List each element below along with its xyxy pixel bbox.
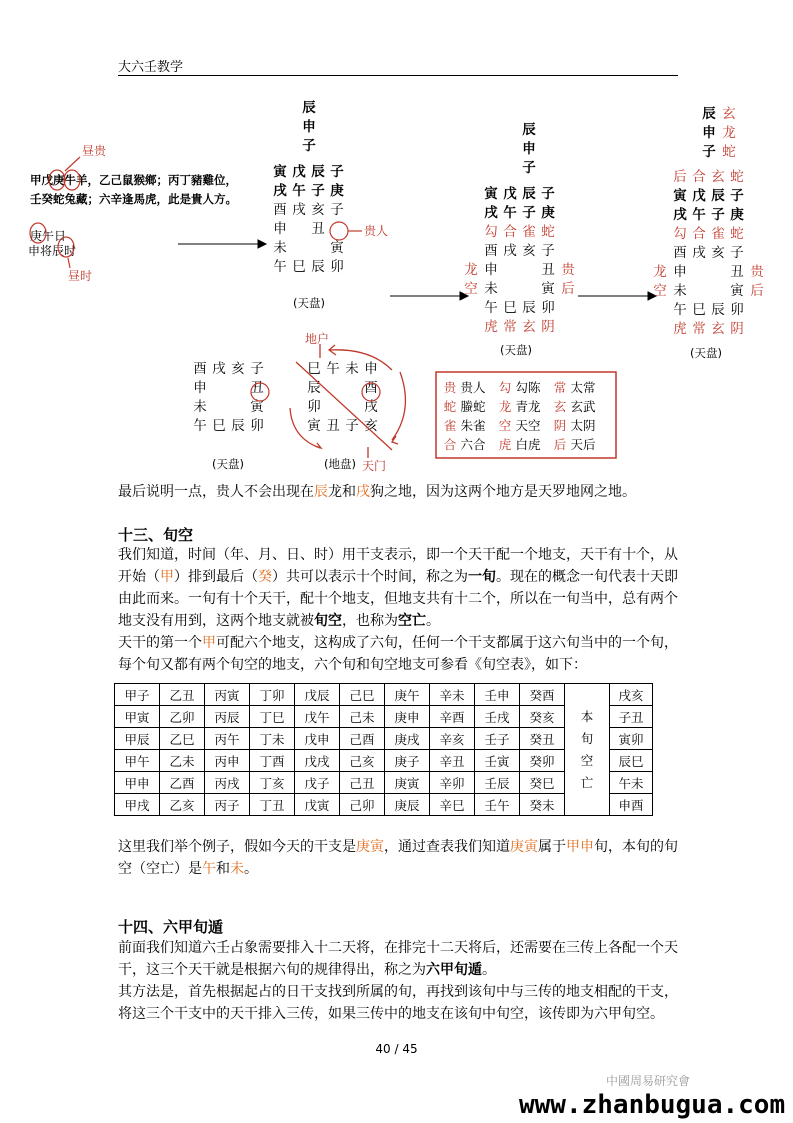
dipan-label: (地盘)	[324, 457, 356, 471]
table-cell: 癸亥	[520, 706, 565, 728]
board5-char: 戌	[364, 399, 378, 415]
board-char: 未	[673, 283, 687, 299]
table-cell-empty-branch: 子丑	[610, 706, 653, 728]
board-char: 午	[673, 302, 687, 318]
table-cell: 乙丑	[160, 684, 205, 706]
board-general: 玄	[522, 319, 536, 335]
section-13-paragraph-2: 天干的第一个甲可配六个地支，这构成了六旬，任何一个干支都属于这六旬当中的一个旬， 每个旬又都有两个旬空的地支，六个旬和旬空地支可参看《旬空表》，如下：	[118, 635, 678, 673]
board1-char: 巳	[292, 259, 306, 275]
table-cell: 甲子	[115, 684, 160, 706]
board1-char: 午	[292, 183, 306, 199]
board-char: 辰	[522, 186, 536, 202]
board1-char: 丑	[311, 221, 325, 237]
board-top-char: 辰	[522, 122, 536, 138]
board-general: 合	[692, 169, 706, 185]
tianpan-diagram	[0, 88, 793, 480]
table-cell: 己卯	[340, 794, 385, 816]
table-cell: 庚辰	[385, 794, 430, 816]
board1-char: 午	[273, 259, 287, 275]
board-char: 子	[522, 205, 536, 221]
board-general: 阴	[730, 321, 744, 337]
board-general: 勾	[484, 224, 498, 240]
board-char: 寅	[541, 281, 555, 297]
tag-day-noble: 昼贵	[82, 144, 107, 158]
board-general: 龙	[653, 264, 667, 280]
section-13-title: 十三、旬空	[118, 526, 194, 544]
table-cell: 庚午	[385, 684, 430, 706]
legend-abbrev: 空	[498, 418, 512, 433]
legend-name: 青龙	[515, 399, 541, 414]
legend-abbrev: 雀	[443, 418, 457, 433]
board1-char: 未	[273, 240, 287, 256]
watermark-small: 中國周易研究會	[606, 1074, 691, 1088]
board5-char: 辰	[307, 380, 321, 396]
board1-char: 子	[311, 183, 325, 199]
table-cell: 壬子	[475, 728, 520, 750]
section-14-title: 十四、六甲旬遁	[118, 918, 224, 936]
tianpan-label-3: (天盘)	[690, 346, 722, 360]
table-cell: 癸巳	[520, 772, 565, 794]
board1-char: 辰	[311, 259, 325, 275]
legend-name: 白虎	[515, 437, 541, 452]
merged-cell: 本 旬 空 亡	[565, 684, 610, 816]
table-cell: 庚戌	[385, 728, 430, 750]
board-top-char: 申	[522, 141, 536, 157]
board-char: 卯	[730, 302, 744, 318]
legend-name: 朱雀	[460, 418, 486, 433]
table-cell-empty-branch: 戌亥	[610, 684, 653, 706]
table-cell: 壬辰	[475, 772, 520, 794]
page-header-title: 大六壬教学	[118, 60, 184, 75]
board-top-general: 玄	[722, 106, 736, 122]
board-char: 子	[711, 207, 725, 223]
noble-annotation	[28, 143, 237, 283]
day-label: 庚午日	[30, 229, 67, 243]
legend-abbrev: 蛇	[443, 399, 457, 414]
board1-char: 亥	[311, 202, 325, 218]
table-cell: 甲午	[115, 750, 160, 772]
board-char: 丑	[730, 264, 744, 280]
board-top-char: 申	[702, 125, 716, 141]
board-char: 庚	[730, 207, 744, 223]
table-cell: 壬申	[475, 684, 520, 706]
table-cell: 己巳	[340, 684, 385, 706]
annotation-line-2: 壬癸蛇兔藏；六辛逢馬虎，此是貴人方。	[30, 192, 237, 206]
table-cell: 丙戌	[205, 772, 250, 794]
board-char: 戌	[673, 207, 687, 223]
tianpan-label-4: (天盘)	[212, 457, 244, 471]
legend-name: 太阴	[570, 418, 596, 433]
board-char: 戌	[692, 245, 706, 261]
board4-char: 辰	[231, 418, 245, 434]
table-cell: 壬寅	[475, 750, 520, 772]
xunkong-table	[114, 683, 653, 816]
board-char: 卯	[541, 300, 555, 316]
board-top-general: 龙	[722, 125, 736, 141]
board5-char: 申	[364, 361, 378, 377]
board-general: 阴	[541, 319, 555, 335]
legend-abbrev: 常	[553, 380, 567, 395]
board4-char: 巳	[212, 418, 226, 434]
table-cell: 乙未	[160, 750, 205, 772]
board-char: 寅	[673, 188, 687, 204]
table-cell: 丁巳	[250, 706, 295, 728]
board5-char: 酉	[364, 380, 378, 396]
board5-char: 午	[326, 361, 340, 377]
tag-day-hour: 昼时	[68, 269, 93, 283]
board-char: 巳	[503, 300, 517, 316]
table-cell: 丁酉	[250, 750, 295, 772]
legend-name: 螣蛇	[460, 399, 486, 414]
section-13-paragraph-3: 这里我们举个例子，假如今天的干支是庚寅，通过查表我们知道庚寅属于甲申旬，本旬的旬 空（空亡）是午和未。	[118, 839, 678, 877]
legend-name: 天后	[570, 437, 596, 452]
board-char: 子	[541, 243, 555, 259]
table-cell: 辛巳	[430, 794, 475, 816]
table-cell: 丁亥	[250, 772, 295, 794]
page-number: 40 / 45	[375, 1042, 418, 1056]
text-highlight: 戌	[356, 484, 370, 500]
board-char: 寅	[730, 283, 744, 299]
board-general: 勾	[673, 226, 687, 242]
table-cell: 甲辰	[115, 728, 160, 750]
legend-abbrev: 贵	[443, 380, 457, 395]
legend-name: 太常	[570, 380, 596, 395]
board-char: 寅	[484, 186, 498, 202]
legend-abbrev: 合	[443, 437, 457, 452]
board-top-char: 子	[522, 160, 536, 176]
board-top-general: 蛇	[722, 144, 736, 160]
board-char: 未	[484, 281, 498, 297]
table-cell: 己酉	[340, 728, 385, 750]
table-cell-empty-branch: 辰巳	[610, 750, 653, 772]
board-char: 亥	[522, 243, 536, 259]
board4-char: 申	[193, 380, 207, 396]
board-char: 丑	[541, 262, 555, 278]
table-cell: 戊寅	[295, 794, 340, 816]
board1-char: 子	[330, 164, 344, 180]
table-cell: 乙巳	[160, 728, 205, 750]
board4-char: 丑	[250, 380, 264, 396]
board-char: 酉	[673, 245, 687, 261]
table-cell: 戊戌	[295, 750, 340, 772]
board-char: 午	[484, 300, 498, 316]
board-char: 辰	[711, 302, 725, 318]
table-cell-empty-branch: 申酉	[610, 794, 653, 816]
table-cell: 癸卯	[520, 750, 565, 772]
board-char: 午	[503, 205, 517, 221]
board-general: 合	[692, 226, 706, 242]
board1-char: 卯	[330, 259, 344, 275]
board1-char: 戌	[273, 183, 287, 199]
table-cell: 丁丑	[250, 794, 295, 816]
board-general: 常	[503, 319, 517, 335]
table-cell: 丙子	[205, 794, 250, 816]
board-general: 蛇	[541, 224, 555, 240]
board-general: 常	[692, 321, 706, 337]
board4-char: 戌	[212, 361, 226, 377]
text: 最后说明一点，贵人不会出现在	[118, 484, 314, 500]
board1-char: 庚	[330, 183, 344, 199]
board1-top-char: 子	[302, 138, 316, 154]
board-char: 子	[730, 188, 744, 204]
board-general: 贵	[561, 262, 575, 278]
table-cell: 戊子	[295, 772, 340, 794]
board-general: 合	[503, 224, 517, 240]
board1-char: 寅	[330, 240, 344, 256]
legend-abbrev: 玄	[553, 399, 567, 414]
table-cell: 丁未	[250, 728, 295, 750]
tag-noble: 贵人	[364, 224, 389, 238]
board-char: 申	[673, 264, 687, 280]
section-13-paragraph-1: 我们知道，时间（年、月、日、时）用干支表示，即一个天干配一个地支，天干有十个，从 开始（甲）排到最后（癸）共可以表示十个时间，称之为一旬。现在的概念一旬代表十天即 由此而来。一旬有十个天干，配十个地支，但地支共有十二个，所以在一旬当中，总有两个 地支没有用到，这两个地支就被旬空，也称为空亡。	[118, 547, 678, 629]
table-cell: 戊申	[295, 728, 340, 750]
board1-top-char: 申	[302, 119, 316, 135]
legend-name: 玄武	[570, 399, 596, 414]
board-general: 虎	[673, 321, 687, 337]
board-general: 龙	[464, 262, 478, 278]
legend-name: 勾陈	[515, 380, 541, 395]
general-label: 申将辰时	[28, 244, 77, 258]
board4-char: 未	[193, 399, 207, 415]
table-cell: 乙卯	[160, 706, 205, 728]
table-cell: 己未	[340, 706, 385, 728]
legend-name: 天空	[515, 418, 541, 433]
board-general: 后	[750, 283, 764, 299]
board1-char: 戌	[292, 202, 306, 218]
board-general: 蛇	[730, 169, 744, 185]
board5-char: 未	[345, 361, 359, 377]
legend-name: 贵人	[460, 380, 486, 395]
board5-char: 卯	[307, 399, 321, 415]
table-cell: 庚寅	[385, 772, 430, 794]
board4-char: 卯	[250, 418, 264, 434]
table-cell: 癸丑	[520, 728, 565, 750]
board4-char: 子	[250, 361, 264, 377]
annotation-line-1: 甲戊庚牛羊，乙己鼠猴鄉；丙丁豬雞位，	[30, 173, 237, 187]
tianpan-label-1: (天盘)	[293, 296, 325, 310]
table-cell: 乙亥	[160, 794, 205, 816]
board-char: 申	[484, 262, 498, 278]
board4-char: 寅	[250, 399, 264, 415]
table-cell: 辛丑	[430, 750, 475, 772]
table-cell: 辛卯	[430, 772, 475, 794]
board-char: 子	[541, 186, 555, 202]
table-cell: 庚申	[385, 706, 430, 728]
section-14-paragraph-1: 前面我们知道六壬占象需要排入十二天将，在排完十二天将后，还需要在三传上各配一个天 干，这三个天干就是根据六旬的规律得出，称之为六甲旬遁。	[118, 940, 678, 978]
board1-char: 子	[330, 202, 344, 218]
table-cell: 戊午	[295, 706, 340, 728]
board-char: 子	[730, 245, 744, 261]
board-char: 庚	[541, 205, 555, 221]
table-cell: 丙申	[205, 750, 250, 772]
table-cell: 辛酉	[430, 706, 475, 728]
table-cell: 癸未	[520, 794, 565, 816]
board-top-char: 辰	[702, 106, 716, 122]
watermark-url: www.zhanbugua.com	[519, 1090, 786, 1120]
board1-top-char: 辰	[302, 100, 316, 116]
legend-abbrev: 后	[553, 437, 567, 452]
board-char: 辰	[522, 300, 536, 316]
board-general: 虎	[484, 319, 498, 335]
table-cell: 甲戌	[115, 794, 160, 816]
board4-char: 午	[193, 418, 207, 434]
board5-char: 亥	[364, 418, 378, 434]
table-cell: 壬戌	[475, 706, 520, 728]
table-cell-empty-branch: 午未	[610, 772, 653, 794]
table-cell: 丙寅	[205, 684, 250, 706]
table-cell: 丁卯	[250, 684, 295, 706]
table-cell: 戊辰	[295, 684, 340, 706]
board-char: 亥	[711, 245, 725, 261]
flow-arrows	[178, 240, 656, 300]
board1-char: 酉	[273, 202, 287, 218]
board-char: 酉	[484, 243, 498, 259]
tag-tianmen: 天门	[362, 459, 387, 473]
final-note	[118, 481, 678, 503]
legend-abbrev: 龙	[498, 399, 512, 414]
board4-char: 酉	[193, 361, 207, 377]
board1-char: 寅	[273, 164, 287, 180]
board-char: 巳	[692, 302, 706, 318]
board5-char: 寅	[307, 418, 321, 434]
legend-abbrev: 虎	[498, 437, 512, 452]
table-cell: 辛亥	[430, 728, 475, 750]
board-general: 空	[464, 281, 478, 297]
table-cell: 壬午	[475, 794, 520, 816]
table-cell: 甲寅	[115, 706, 160, 728]
table-row	[115, 684, 653, 706]
board-general: 后	[673, 169, 687, 185]
legend-name: 六合	[460, 437, 486, 452]
tag-dihu: 地户	[305, 332, 330, 346]
table-cell: 丙午	[205, 728, 250, 750]
board-char: 戌	[484, 205, 498, 221]
board-general: 雀	[522, 224, 536, 240]
table-cell: 己亥	[340, 750, 385, 772]
board1-char: 戊	[292, 164, 306, 180]
board-general: 雀	[711, 226, 725, 242]
board-char: 戊	[692, 188, 706, 204]
board5-char: 巳	[307, 361, 321, 377]
board5-char: 丑	[326, 418, 340, 434]
table-cell: 乙酉	[160, 772, 205, 794]
board-general: 空	[653, 283, 667, 299]
text: 狗之地，因为这两个地方是天罗地网之地。	[370, 484, 636, 500]
table-cell: 庚子	[385, 750, 430, 772]
table-cell: 己丑	[340, 772, 385, 794]
section-14-paragraph-2: 其方法是，首先根据起占的日干支找到所属的旬，再找到该旬中与三传的地支相配的干支， 将这三个干支中的天干排入三传，如果三传中的地支在该旬中旬空，该传即为六甲旬空。	[118, 984, 678, 1022]
board1-char: 申	[273, 221, 287, 237]
board5-char: 子	[345, 418, 359, 434]
board-char: 午	[692, 207, 706, 223]
legend-abbrev: 阴	[553, 418, 567, 433]
board1-char: 辰	[311, 164, 325, 180]
board-general: 蛇	[730, 226, 744, 242]
table-cell: 癸酉	[520, 684, 565, 706]
board-char: 辰	[711, 188, 725, 204]
board4-char: 亥	[231, 361, 245, 377]
header-divider	[118, 75, 678, 76]
table-cell: 丙辰	[205, 706, 250, 728]
tianpan-label-2: (天盘)	[500, 343, 532, 357]
board-general: 贵	[750, 264, 764, 280]
board-char: 戌	[503, 243, 517, 259]
table-cell: 甲申	[115, 772, 160, 794]
text: 龙和	[328, 484, 356, 500]
board-general: 玄	[711, 169, 725, 185]
text-highlight: 辰	[314, 484, 328, 500]
table-cell-empty-branch: 寅卯	[610, 728, 653, 750]
board-top-char: 子	[702, 144, 716, 160]
board-char: 戊	[503, 186, 517, 202]
board-general: 后	[561, 281, 575, 297]
table-cell: 辛未	[430, 684, 475, 706]
board-general: 玄	[711, 321, 725, 337]
legend-abbrev: 勾	[498, 380, 512, 395]
